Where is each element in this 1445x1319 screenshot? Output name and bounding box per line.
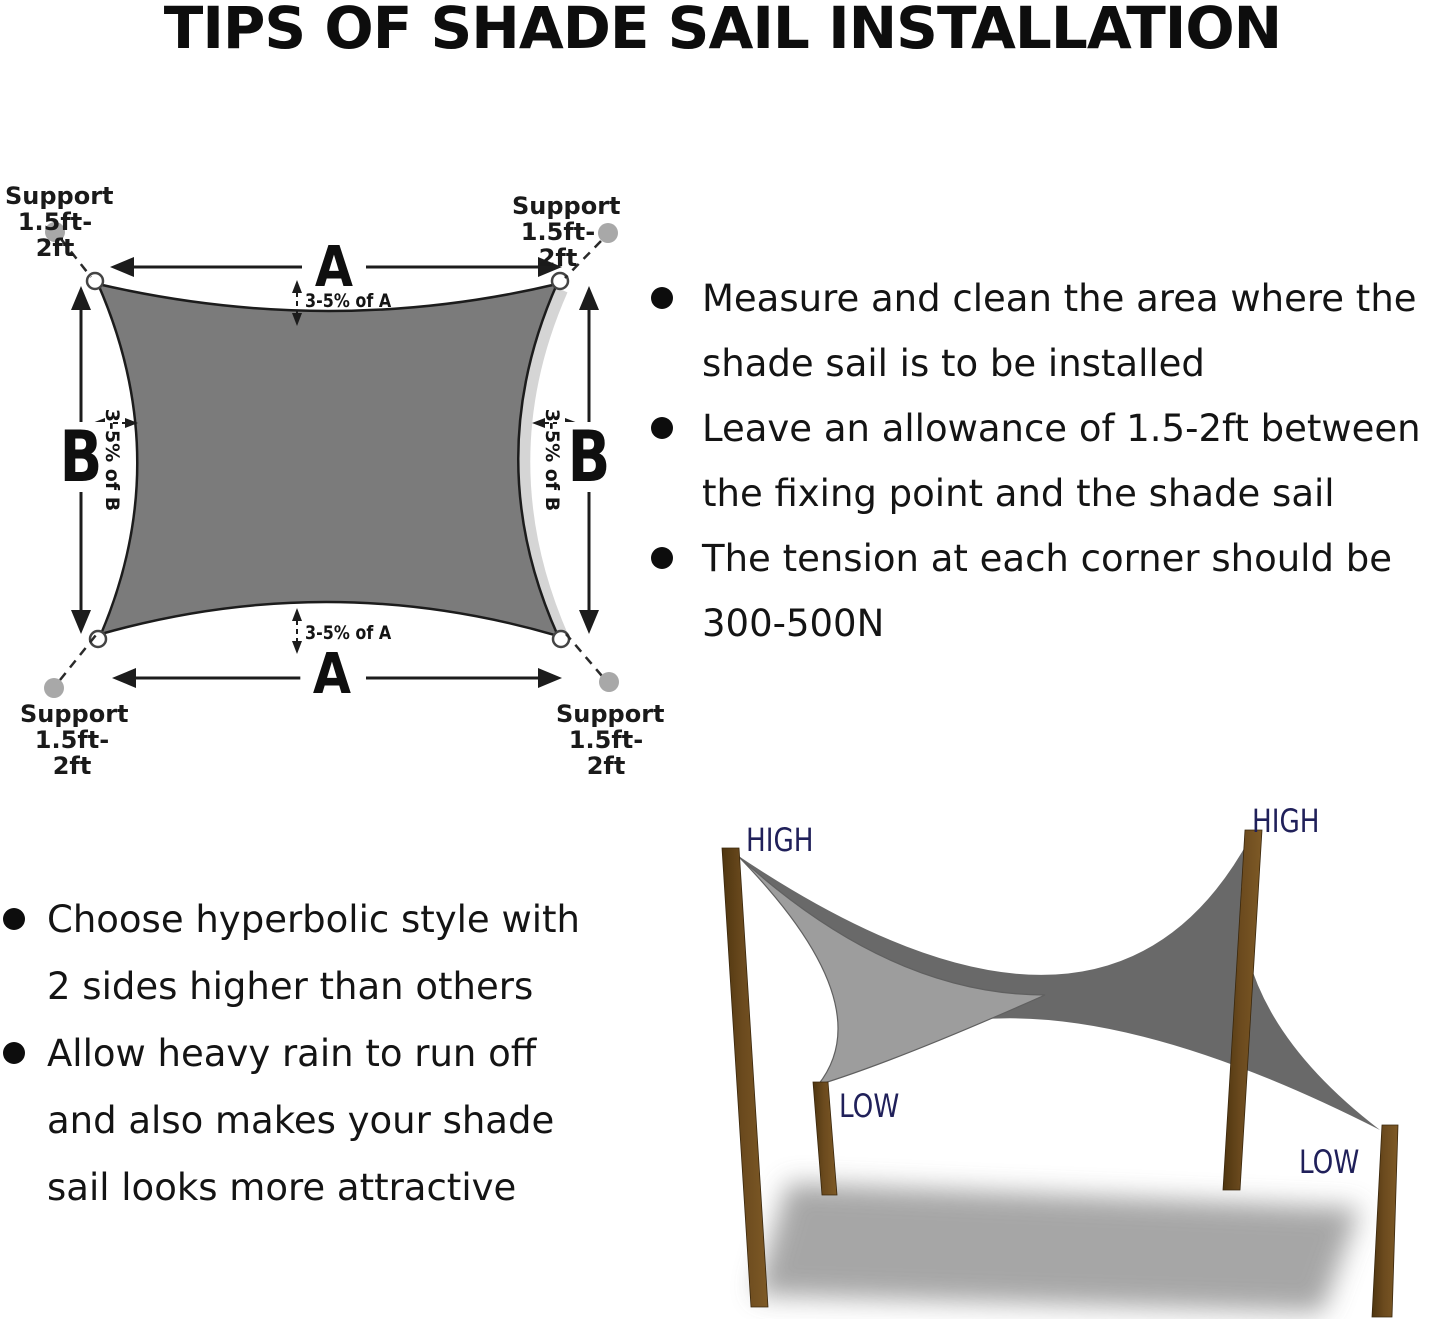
list-item [640,526,1445,656]
list-item [0,886,640,1020]
low-post-label: LOW [1299,1143,1360,1181]
support-label-line: 1.5ft-2ft [520,218,596,272]
bullet-icon [651,287,673,309]
high-post-label: HIGH [1252,802,1320,840]
installation-tips-list [640,266,1445,656]
support-label-line: Support [20,700,129,728]
list-item [640,266,1445,396]
list-item [640,396,1445,526]
low-post-label: LOW [839,1087,900,1125]
bullet-icon [651,547,673,569]
support-label-line: 1.5ft-2ft [17,208,93,262]
sag-percent-label-b-right: 3-5% of B [541,408,563,512]
tip-text-line: Measure and clean the area where the [702,277,1417,320]
wooden-post-high-left [722,848,768,1307]
dimension-label-b-left: B [49,422,113,492]
bullet-icon [3,908,25,930]
bullet-icon [3,1042,25,1064]
high-post-label: HIGH [746,821,814,859]
hyperbolic-sail-illustration [700,790,1445,1319]
tip-text-line: the fixing point and the shade sail [702,472,1335,515]
wooden-post-low-left [813,1082,837,1195]
support-anchor-dot [44,678,64,698]
tip-text-line: 300-500N [702,602,885,645]
tip-text-line: 2 sides higher than others [47,965,534,1008]
sail-shape [98,284,558,636]
dimension-label-a-bottom: A [300,647,363,703]
tip-text-line: Leave an allowance of 1.5-2ft between [702,407,1421,450]
corner-ring [552,273,568,289]
tether-line [566,634,602,676]
sag-percent-label-b-left: 3-5% of B [101,408,123,512]
tip-text-line: The tension at each corner should be [702,537,1392,580]
corner-ring [553,631,569,647]
support-label-bottom-right [556,700,665,780]
bullet-icon [651,417,673,439]
support-label-line: Support [5,182,114,210]
tip-text-line: sail looks more attractive [47,1166,517,1209]
style-tips-list [0,886,640,1221]
corner-ring [87,273,103,289]
support-label-line: Support [556,700,665,728]
support-label-top-left [5,182,114,262]
tip-text-line: and also makes your shade [47,1099,555,1142]
tip-text-line: Allow heavy rain to run off [47,1032,537,1075]
sag-percent-label-a-bottom: 3-5% of A [305,622,392,644]
list-item [0,1020,640,1221]
support-label-line: Support [512,192,621,220]
tether-line [60,635,96,680]
support-anchor-dot [599,672,619,692]
support-label-line: 1.5ft-2ft [568,726,644,780]
tip-text-line: Choose hyperbolic style with [47,898,580,941]
dimension-label-a-top: A [302,240,365,296]
support-label-line: 1.5ft-2ft [34,726,110,780]
wooden-post-low-right [1372,1125,1398,1317]
page-title: TIPS OF SHADE SAIL INSTALLATION [163,0,1282,62]
tip-text-line: shade sail is to be installed [702,342,1205,385]
dimension-label-b-right: B [557,422,621,492]
sag-percent-label-a-top: 3-5% of A [305,290,392,312]
ground-shadow [755,1183,1360,1312]
support-label-top-right [512,192,621,272]
support-label-bottom-left [20,700,129,780]
